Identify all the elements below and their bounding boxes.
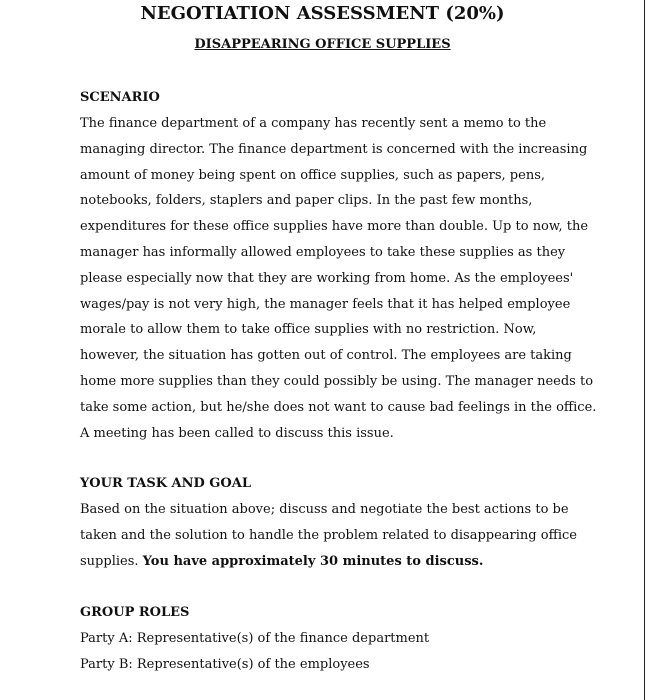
scenario-line: managing director. The finance department is concerned with the increasing <box>80 141 588 157</box>
task-line: Based on the situation above; discuss and negotiate the best actions to be <box>80 502 569 517</box>
scenario-line: amount of money being spent on office supplies, such as papers, pens, <box>80 167 545 183</box>
scenario-line: manager has informally allowed employees to take these supplies as they <box>80 244 566 260</box>
task-paragraph <box>80 497 580 574</box>
scenario-line: notebooks, folders, staplers and paper clips. In the past few months, <box>80 193 533 209</box>
scenario-line: morale to allow them to take office supplies with no restriction. Now, <box>80 322 537 338</box>
party-b-role: Party B: Representative(s) of the employees <box>80 657 370 672</box>
scenario-line: take some action, but he/she does not want to cause bad feelings in the office. <box>80 399 597 415</box>
scenario-line: home more supplies than they could possibly be using. The manager needs to <box>80 373 594 389</box>
scenario-line: expenditures for these office supplies have more than double. Up to now, the <box>80 219 589 235</box>
document-subtitle: DISAPPEARING OFFICE SUPPLIES <box>194 37 451 52</box>
scenario-paragraph <box>80 111 597 446</box>
task-line: taken and the solution to handle the problem related to disappearing office <box>80 527 577 543</box>
scenario-line: A meeting has been called to discuss this issue. <box>80 425 394 441</box>
task-section <box>80 471 580 574</box>
party-a-role: Party A: Representative(s) of the finance department <box>80 631 430 646</box>
task-line-final <box>80 549 580 575</box>
scenario-line: however, the situation has gotten out of control. The employees are taking <box>80 348 572 364</box>
scenario-section <box>80 85 597 446</box>
scenario-line: wages/pay is not very high, the manager feels that it has helped employee <box>80 296 571 312</box>
task-time-limit: You have approximately 30 minutes to discuss. <box>142 553 484 569</box>
document-title: NEGOTIATION ASSESSMENT (20%) <box>140 3 505 24</box>
roles-section <box>80 600 580 678</box>
scenario-heading: SCENARIO <box>80 90 160 105</box>
task-line-plain: supplies. <box>80 553 143 569</box>
scenario-line: The finance department of a company has recently sent a memo to the <box>80 116 547 131</box>
task-heading: YOUR TASK AND GOAL <box>80 476 251 491</box>
roles-heading: GROUP ROLES <box>80 605 190 620</box>
scenario-line: please especially now that they are working from home. As the employees' <box>80 270 574 286</box>
